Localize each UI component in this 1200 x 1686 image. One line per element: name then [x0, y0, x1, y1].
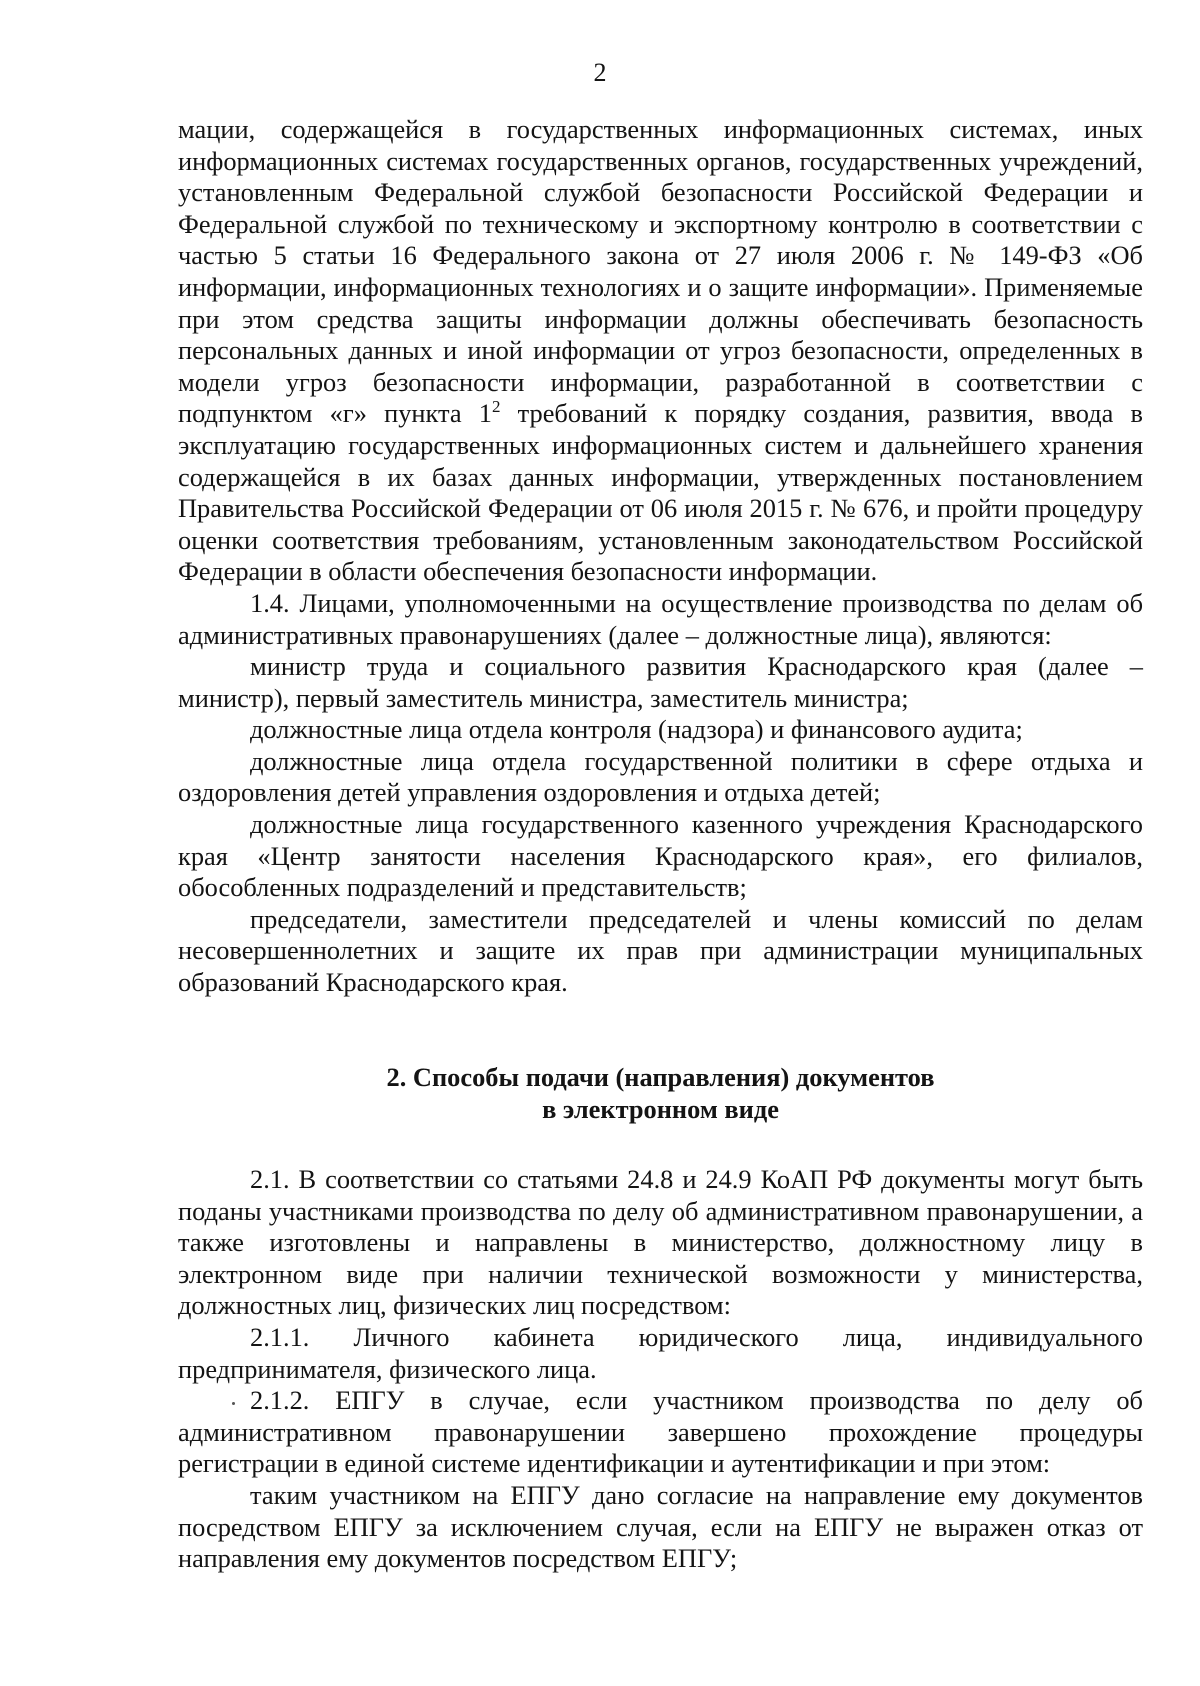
paragraph-text: мации, содержащейся в государственных информационных системах, иных информационных системах государственных органов, государственных учреждений, установленным Федеральной службой безопасности Российской Федерации и Федеральной службой по техническому и экспортному контролю в соответствии с частью 5 статьи 16 Федерального закона от 27 июля 2006 г. № 149-ФЗ «Об информации, информационных технологиях и о защите информации». Применяемые при этом средства защиты информации должны обеспечивать безопасность персональных данных и иной информации от угроз безопасности, определенных в модели угроз безопасности информации, разработанной в соответствии с подпунктом «г» пункта 1 [178, 114, 1143, 429]
section-1-continuation [178, 114, 1143, 999]
scan-speck [232, 1402, 235, 1405]
paragraph-2-1-2: 2.1.2. ЕПГУ в случае, если участником производства по делу об административном правонарушении завершено прохождение процедуры регистрации в единой системе идентификации и аутентификации и при этом: [178, 1385, 1143, 1479]
paragraph-2-1: 2.1. В соответствии со статьями 24.8 и 24.9 КоАП РФ документы могут быть поданы участниками производства по делу об административном правонарушении, а также изготовлены и направлены в министерство, должностному лицу в электронном виде при наличии технической возможности у министерства, должностных лиц, физических лиц посредством: [178, 1164, 1143, 1321]
heading-line: в электронном виде [542, 1093, 779, 1124]
section-2-heading [178, 1062, 1143, 1125]
list-item-official: должностные лица отдела контроля (надзора) и финансового аудита; [250, 714, 1023, 745]
list-item-official: должностные лица отдела государственной политики в сфере отдыха и оздоровления детей управления оздоровления и отдыха детей; [178, 745, 1143, 808]
paragraph-consent: таким участником на ЕПГУ дано согласие на направление ему документов посредством ЕПГУ за исключением случая, если на ЕПГУ не выражен отказ от направления ему документов посредством ЕПГУ; [178, 1479, 1143, 1574]
list-item-official: министр труда и социального развития Краснодарского края (далее – министр), первый заместитель министра, заместитель министра; [178, 651, 1143, 713]
paragraph-2-1-1: 2.1.1. Личного кабинета юридического лица, индивидуального предпринимателя, физического лица. [178, 1321, 1143, 1384]
list-item-official: должностные лица государственного казенного учреждения Краснодарского края «Центр занятости населения Краснодарского края», его филиалов, обособленных подразделений и представительств; [178, 809, 1143, 903]
paragraph-text: требований к порядку создания, развития, ввода в эксплуатацию государственных информационных систем и дальнейшего хранения содержащейся в их базах данных информации, утвержденных постановлением Правительства Российской Федерации от 06 июля 2015 г. № 676, и пройти процедуру оценки соответствия требованиям, установленным законодательством Российской Федерации в области обеспечения безопасности информации. [178, 398, 1143, 587]
list-item-official: председатели, заместители председателей и члены комиссий по делам несовершеннолетних и защите их прав при администрации муниципальных образований Краснодарского края. [178, 903, 1143, 998]
section-2-body [178, 1164, 1143, 1575]
heading-line: 2. Способы подачи (направления) документов [386, 1062, 935, 1092]
paragraph-security-requirements [178, 114, 1143, 588]
paragraph-1-4: 1.4. Лицами, уполномоченными на осуществление производства по делам об административных правонарушениях (далее – должностные лица), являются: [178, 587, 1143, 650]
superscript: 2 [491, 397, 501, 417]
page-number: 2 [593, 58, 607, 87]
